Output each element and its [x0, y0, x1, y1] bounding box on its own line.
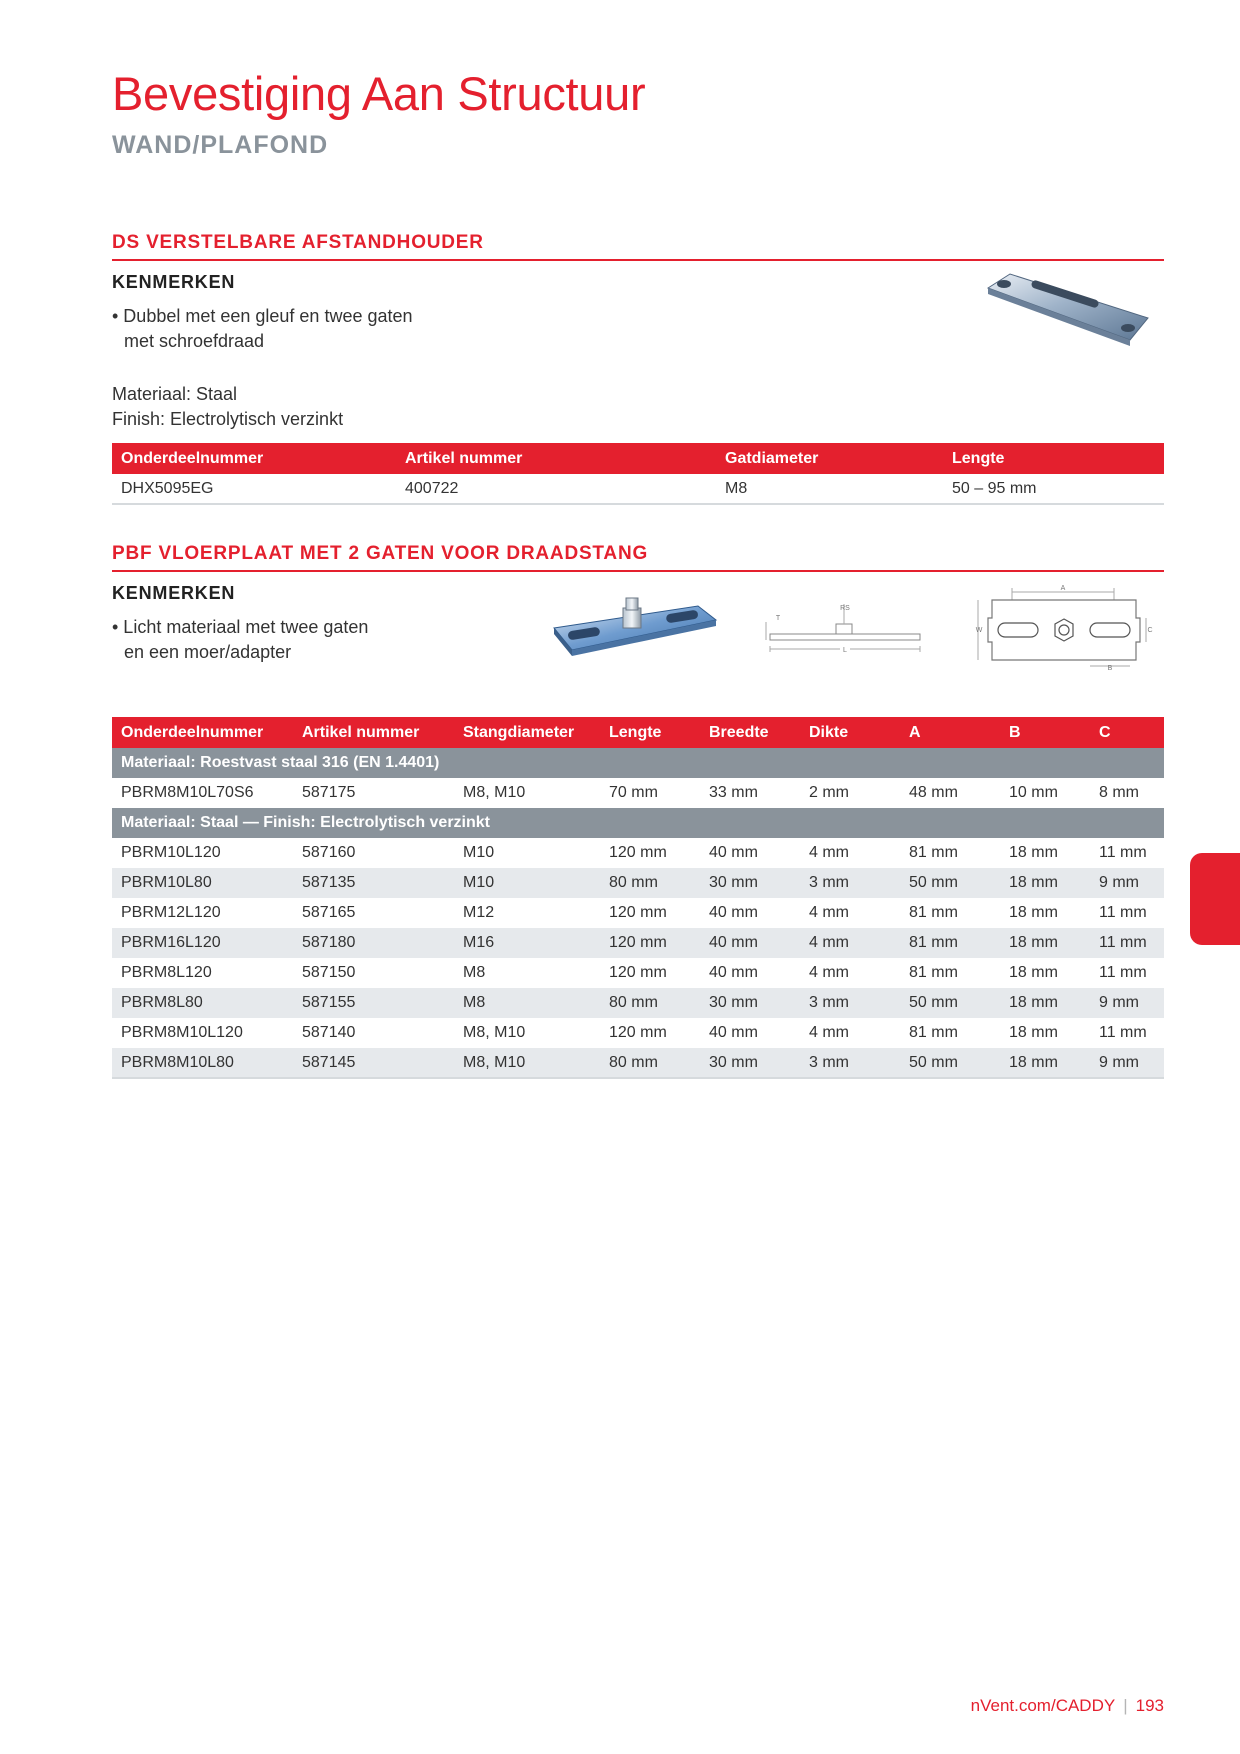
- table-cell: M8: [454, 988, 600, 1018]
- table-cell: DHX5095EG: [112, 474, 396, 504]
- table-cell: 81 mm: [909, 964, 958, 981]
- table-cell: PBRM10L80: [112, 868, 293, 898]
- table-cell: PBRM12L120: [121, 904, 221, 921]
- section-rule: [112, 570, 1164, 572]
- table-cell: 80 mm: [600, 988, 700, 1018]
- footer-separator: |: [1123, 1696, 1128, 1715]
- material-group-row: [112, 808, 1164, 838]
- table-cell: M8: [716, 474, 943, 504]
- table-row: [112, 958, 1164, 988]
- table-cell: 10 mm: [1009, 784, 1058, 801]
- table-cell: 120 mm: [609, 1024, 667, 1041]
- table-cell: 587135: [293, 868, 454, 898]
- table-cell: 18 mm: [1009, 844, 1058, 861]
- ds-spec-table: [112, 443, 1164, 505]
- column-header: Artikel nummer: [396, 443, 716, 474]
- column-header: Onderdeelnummer: [112, 717, 293, 748]
- footer-site-link[interactable]: nVent.com/CADDY: [970, 1696, 1116, 1715]
- table-cell: 50 – 95 mm: [943, 474, 1164, 504]
- table-cell: 11 mm: [1099, 964, 1147, 981]
- table-cell: 120 mm: [600, 928, 700, 958]
- table-cell: 11 mm: [1099, 1024, 1147, 1041]
- top-view-diagram: [966, 584, 1156, 674]
- table-cell: 18 mm: [1009, 964, 1058, 981]
- table-cell: 40 mm: [709, 844, 758, 861]
- table-cell: 3 mm: [800, 988, 900, 1018]
- material-text: Materiaal: Staal: [112, 384, 238, 404]
- table-cell: 8 mm: [1099, 784, 1139, 801]
- column-header: Breedte: [700, 717, 800, 748]
- section-heading-ds: DS VERSTELBARE AFSTANDHOUDER: [112, 232, 484, 253]
- table-cell: 81 mm: [909, 1024, 958, 1041]
- page-title: Bevestiging Aan Structuur: [112, 67, 646, 120]
- table-cell: 30 mm: [700, 988, 800, 1018]
- feature-bullet-line1: • Licht materiaal met twee gaten: [112, 617, 369, 637]
- feature-bullet-line2: en een moer/adapter: [124, 642, 292, 662]
- table-cell: 11 mm: [1090, 928, 1164, 958]
- column-header: Artikel nummer: [293, 717, 454, 748]
- table-cell: 11 mm: [1099, 904, 1147, 921]
- table-cell: 120 mm: [609, 904, 667, 921]
- table-cell: 9 mm: [1090, 988, 1164, 1018]
- table-cell: PBRM8M10L70S6: [121, 784, 254, 801]
- ds-spacer-image: [980, 268, 1155, 353]
- column-header: Lengte: [943, 443, 1164, 474]
- table-cell: 80 mm: [600, 868, 700, 898]
- table-cell: 18 mm: [1000, 988, 1090, 1018]
- features-label: KENMERKEN: [112, 583, 236, 603]
- features-label: KENMERKEN: [112, 272, 236, 292]
- material-group-label: Materiaal: Staal — Finish: Electrolytisch verzinkt: [112, 808, 1164, 838]
- table-cell: 18 mm: [1009, 1024, 1058, 1041]
- table-cell: 4 mm: [809, 844, 849, 861]
- finish-text: Finish: Electrolytisch verzinkt: [112, 409, 344, 429]
- diagram-label-rs: RS: [840, 605, 850, 612]
- table-cell: 4 mm: [800, 928, 900, 958]
- table-cell: M8, M10: [463, 784, 526, 801]
- feature-bullet: [112, 615, 368, 665]
- table-cell: M12: [463, 904, 495, 921]
- table-cell: 18 mm: [1009, 904, 1058, 921]
- table-cell: 33 mm: [709, 784, 758, 801]
- diagram-label-b: B: [1107, 665, 1113, 672]
- table-cell: 50 mm: [900, 988, 1000, 1018]
- table-cell: 30 mm: [700, 868, 800, 898]
- table-row: [112, 778, 1164, 808]
- table-cell: 2 mm: [809, 784, 849, 801]
- table-cell: 50 mm: [900, 868, 1000, 898]
- table-cell: 18 mm: [1000, 1048, 1090, 1078]
- column-header: A: [900, 717, 1000, 748]
- table-cell: 40 mm: [709, 904, 758, 921]
- table-row: [112, 988, 1164, 1018]
- column-header: Dikte: [800, 717, 900, 748]
- table-cell: M8, M10: [463, 1024, 526, 1041]
- table-cell: 400722: [396, 474, 716, 504]
- table-cell: 30 mm: [700, 1048, 800, 1078]
- table-header-row: [112, 717, 1164, 748]
- column-header: Stangdiameter: [454, 717, 600, 748]
- table-cell: 587180: [293, 928, 454, 958]
- table-cell: 4 mm: [809, 964, 849, 981]
- table-cell: 587145: [293, 1048, 454, 1078]
- table-cell: 18 mm: [1000, 868, 1090, 898]
- table-row: [112, 898, 1164, 928]
- table-header-row: [112, 443, 1164, 474]
- table-cell: 70 mm: [609, 784, 658, 801]
- table-cell: 4 mm: [809, 904, 849, 921]
- column-header: Onderdeelnummer: [112, 443, 396, 474]
- table-row: [112, 474, 1164, 504]
- chapter-tab: [1190, 853, 1240, 945]
- column-header: Lengte: [600, 717, 700, 748]
- table-cell: 4 mm: [809, 1024, 849, 1041]
- pbf-spec-table: [112, 717, 1164, 1079]
- table-cell: 587160: [302, 844, 356, 861]
- table-cell: 40 mm: [700, 928, 800, 958]
- table-cell: 50 mm: [900, 1048, 1000, 1078]
- material-group-row: [112, 748, 1164, 778]
- table-cell: M10: [454, 868, 600, 898]
- page-footer: [971, 1696, 1164, 1716]
- pbf-plate-image: [548, 594, 720, 666]
- table-cell: 3 mm: [800, 1048, 900, 1078]
- diagram-label-t: T: [775, 615, 781, 622]
- column-header: Gatdiameter: [716, 443, 943, 474]
- feature-bullet-line1: • Dubbel met een gleuf en twee gaten: [112, 306, 413, 326]
- column-header: C: [1090, 717, 1164, 748]
- table-cell: PBRM8L80: [112, 988, 293, 1018]
- table-cell: 587175: [302, 784, 356, 801]
- page-subtitle: WAND/PLAFOND: [112, 131, 329, 159]
- table-cell: M10: [463, 844, 495, 861]
- material-group-label: Materiaal: Roestvast staal 316 (EN 1.4401): [112, 748, 1164, 778]
- feature-bullet-line2: met schroefdraad: [124, 331, 265, 351]
- table-cell: M8: [463, 964, 486, 981]
- side-view-diagram: [760, 598, 930, 656]
- feature-bullet: [112, 304, 413, 354]
- table-cell: PBRM8L120: [121, 964, 212, 981]
- table-cell: 587155: [293, 988, 454, 1018]
- table-cell: 81 mm: [909, 904, 958, 921]
- diagram-label-w: W: [975, 627, 983, 634]
- table-cell: 48 mm: [909, 784, 958, 801]
- section-heading-pbf: PBF VLOERPLAAT MET 2 GATEN VOOR DRAADSTANG: [112, 543, 649, 564]
- table-cell: PBRM10L120: [121, 844, 221, 861]
- table-row: [112, 928, 1164, 958]
- table-cell: 587165: [302, 904, 356, 921]
- section-rule: [112, 259, 1164, 261]
- table-cell: PBRM8M10L80: [112, 1048, 293, 1078]
- table-cell: 18 mm: [1000, 928, 1090, 958]
- table-cell: 81 mm: [900, 928, 1000, 958]
- table-row: [112, 1048, 1164, 1078]
- table-row: [112, 868, 1164, 898]
- page-number: 193: [1135, 1696, 1164, 1715]
- table-row: [112, 1018, 1164, 1048]
- table-cell: M8, M10: [454, 1048, 600, 1078]
- table-cell: 80 mm: [600, 1048, 700, 1078]
- table-cell: 120 mm: [609, 844, 667, 861]
- table-cell: 587140: [302, 1024, 356, 1041]
- diagram-label-c: C: [1147, 627, 1153, 634]
- table-cell: M16: [454, 928, 600, 958]
- diagram-label-l: L: [843, 647, 847, 654]
- table-cell: PBRM8M10L120: [121, 1024, 243, 1041]
- table-cell: 3 mm: [800, 868, 900, 898]
- table-cell: 9 mm: [1090, 1048, 1164, 1078]
- table-cell: 40 mm: [709, 1024, 758, 1041]
- table-cell: 40 mm: [709, 964, 758, 981]
- table-cell: 11 mm: [1099, 844, 1147, 861]
- table-row: [112, 838, 1164, 868]
- table-cell: 81 mm: [909, 844, 958, 861]
- table-cell: 120 mm: [609, 964, 667, 981]
- column-header: B: [1000, 717, 1090, 748]
- table-cell: 587150: [302, 964, 356, 981]
- diagram-label-a: A: [1060, 585, 1066, 592]
- table-cell: 9 mm: [1090, 868, 1164, 898]
- table-cell: PBRM16L120: [112, 928, 293, 958]
